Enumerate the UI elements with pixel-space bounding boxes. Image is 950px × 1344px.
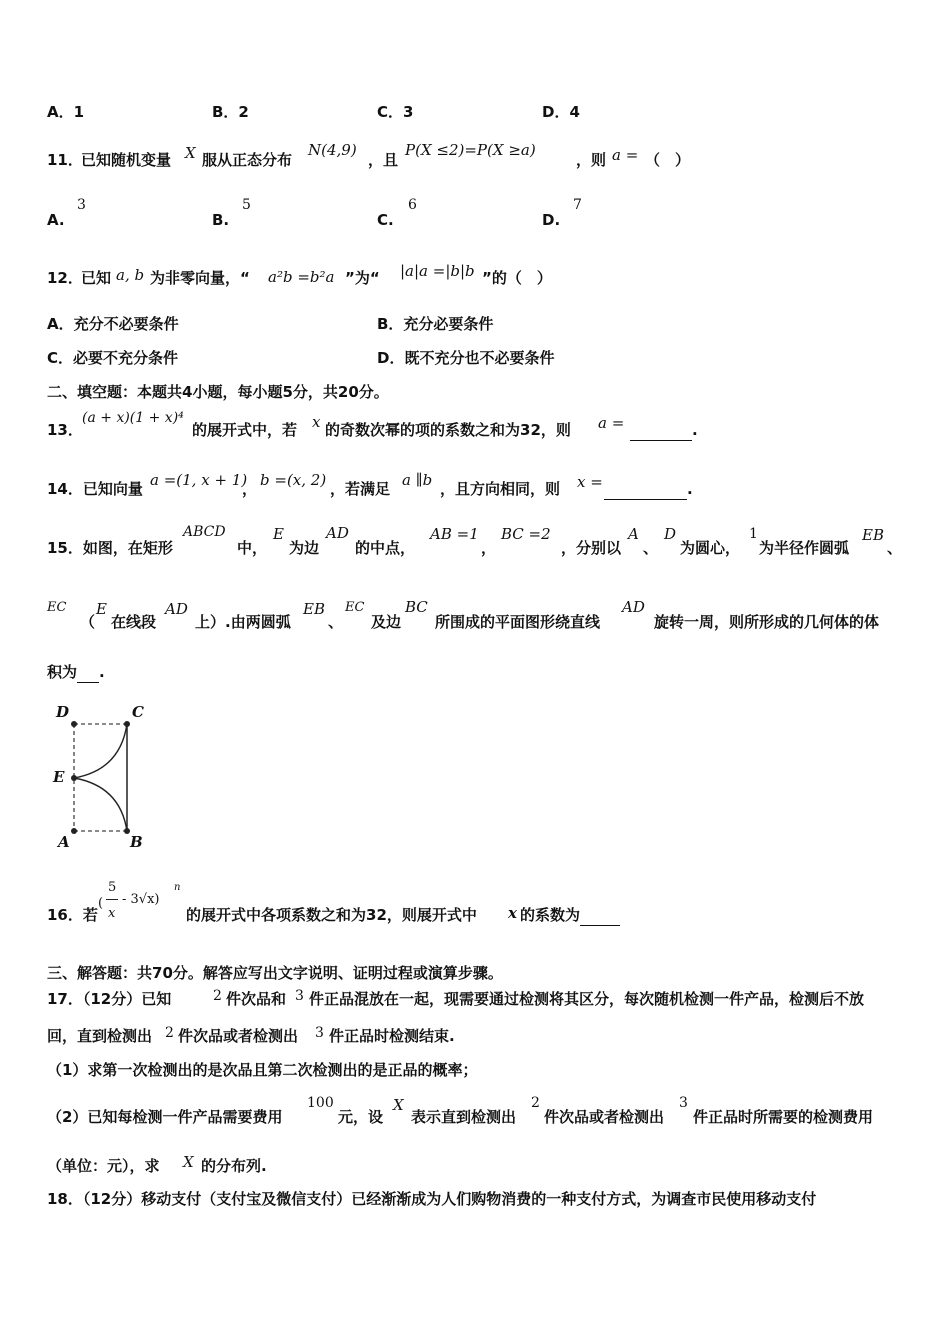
q12-text-1: 已知 bbox=[81, 269, 112, 287]
q12-option-c: C．必要不充分条件 bbox=[47, 349, 179, 367]
q12-option-a: A．充分不必要条件 bbox=[47, 315, 179, 333]
q17-p2-num-2: 2 bbox=[531, 1095, 540, 1111]
q16-lparen: ( bbox=[98, 896, 104, 911]
q12-number: 12． bbox=[47, 269, 83, 287]
q11-number: 11． bbox=[47, 151, 83, 169]
section-2-heading: 二、填空题：本题共4小题，每小题5分，共20分。 bbox=[47, 383, 389, 401]
q15-radius: 1 bbox=[749, 526, 758, 542]
point-c bbox=[124, 721, 130, 727]
q15-l3 bbox=[47, 662, 105, 683]
q18-line-1: 18．（12分）移动支付（支付宝及微信支付）已经渐渐成为人们购物消费的一种支付方式，为调查市民使用移动支付 bbox=[47, 1190, 817, 1208]
label-d: D bbox=[56, 703, 70, 721]
q11-var-x: X bbox=[185, 144, 196, 162]
q12-option-d: D．既不充分也不必要条件 bbox=[377, 349, 555, 367]
q15-l3-end: . bbox=[99, 663, 105, 681]
q17-l2-text-b: 件次品或者检测出 bbox=[178, 1027, 299, 1045]
q12-text-4: ”的（ ） bbox=[482, 269, 552, 287]
q15-l2-point-e: E bbox=[96, 600, 107, 618]
q14-text-start: 14．已知向量 bbox=[47, 480, 143, 498]
q15-ab-length: AB =1 bbox=[430, 525, 479, 543]
q11-text-4: ，则 bbox=[576, 151, 607, 169]
q11-option-a-label: A. bbox=[47, 211, 65, 229]
q13-text-2: 的奇数次幂的项的系数之和为32，则 bbox=[325, 421, 571, 439]
q15-text-3: 的中点， bbox=[355, 539, 416, 557]
q13-var-x: x bbox=[312, 413, 321, 431]
q15-text-4: ，分别以 bbox=[561, 539, 622, 557]
q15-l2-side-bc: BC bbox=[405, 598, 428, 616]
q15-side-ad: AD bbox=[326, 524, 349, 542]
q17-p2-cost: 100 bbox=[307, 1095, 334, 1111]
q17-l2-text-a: 回，直到检测出 bbox=[47, 1027, 153, 1045]
q15-arc-eb: EB bbox=[862, 526, 884, 544]
q10-option-a: A．1 bbox=[47, 103, 85, 121]
q15-text-6: 为半径作圆弧 bbox=[759, 539, 850, 557]
q12-text-3: ”为“ bbox=[345, 269, 380, 287]
q17-l2-num-2: 2 bbox=[165, 1025, 174, 1041]
point-a bbox=[71, 828, 77, 834]
q15-text-2: 为边 bbox=[289, 539, 320, 557]
q11-probability-eq: P(X ≤2)=P(X ≥a) bbox=[405, 141, 536, 159]
q11-option-c-value: 6 bbox=[408, 197, 417, 213]
arc-eb bbox=[74, 778, 127, 831]
q15-point-e: E bbox=[273, 525, 284, 543]
q12-vectors: a, b bbox=[116, 266, 145, 284]
q12-text-2: 为非零向量，“ bbox=[150, 269, 250, 287]
q10-option-d: D．4 bbox=[542, 103, 580, 121]
q17-l1-num-3: 3 bbox=[295, 988, 304, 1004]
q14-vector-b: b =(x, 2) bbox=[260, 471, 327, 489]
q17-p2-text-c: 表示直到检测出 bbox=[411, 1108, 517, 1126]
q17-p3-var-x: X bbox=[183, 1153, 194, 1171]
q17-l2-text-c: 件正品时检测结束. bbox=[329, 1027, 455, 1045]
q17-l2-num-3: 3 bbox=[315, 1025, 324, 1041]
q11-option-d-label: D. bbox=[542, 211, 561, 229]
point-e bbox=[71, 775, 77, 781]
label-e: E bbox=[53, 768, 65, 786]
q11-paren: （ ） bbox=[645, 151, 691, 169]
q16-text-1: 的展开式中各项系数之和为32，则展开式中 bbox=[186, 906, 477, 924]
q15-arc-ec: EC bbox=[47, 600, 67, 615]
q15-dun-2: 、 bbox=[887, 539, 903, 557]
q14-parallel: a ∥b bbox=[402, 471, 433, 489]
q13-text-1: 的展开式中，若 bbox=[192, 421, 298, 439]
q15-l2-text-2: 上）.由两圆弧 bbox=[195, 613, 291, 631]
q15-l2-arc-ec: EC bbox=[345, 600, 365, 615]
q15-text-start: 15．如图，在矩形 bbox=[47, 539, 173, 557]
q17-p2-text-b: 元，设 bbox=[338, 1108, 384, 1126]
q13-end: . bbox=[692, 421, 698, 439]
q16-text-2-label: 的系数为 bbox=[520, 906, 581, 924]
q15-l2-line-ad: AD bbox=[622, 598, 645, 616]
rectangle-figure bbox=[50, 700, 160, 860]
label-a: A bbox=[58, 833, 70, 851]
q15-l2-text-1: 在线段 bbox=[111, 613, 157, 631]
q10-option-c: C．3 bbox=[377, 103, 414, 121]
q15-l2-text-4: 所围成的平面图形绕直线 bbox=[435, 613, 601, 631]
q17-p2-text-a: （2）已知每检测一件产品需要费用 bbox=[47, 1108, 283, 1126]
q14-vector-a: a =(1, x + 1) bbox=[150, 471, 248, 489]
q11-option-b-value: 5 bbox=[242, 197, 251, 213]
q13-number: 13． bbox=[47, 421, 83, 439]
q17-p3-text-b: 的分布列. bbox=[201, 1157, 267, 1175]
q16-text-start: 16．若 bbox=[47, 906, 98, 924]
q15-l2-text-3: 及边 bbox=[371, 613, 402, 631]
q12-option-b: B．充分必要条件 bbox=[377, 315, 494, 333]
q11-text-2: 服从正态分布 bbox=[202, 151, 293, 169]
q17-p3-text-a: （单位：元），求 bbox=[47, 1157, 160, 1175]
point-d bbox=[71, 721, 77, 727]
q16-frac-denominator: x bbox=[108, 906, 116, 921]
q14-answer-blank bbox=[604, 479, 693, 500]
label-b: B bbox=[130, 833, 143, 851]
q16-text-2 bbox=[520, 905, 620, 926]
q11-text-1: 已知随机变量 bbox=[81, 151, 172, 169]
q11-normal-dist: N(4,9) bbox=[308, 141, 357, 159]
q16-exponent: n bbox=[174, 882, 181, 893]
q14-text-1: ，若满足 bbox=[330, 480, 391, 498]
label-c: C bbox=[132, 703, 144, 721]
q17-p2-var-x: X bbox=[393, 1096, 404, 1114]
q15-l2-side-ad: AD bbox=[165, 600, 188, 618]
q17-p2-text-d: 件次品或者检测出 bbox=[544, 1108, 665, 1126]
q13-a-eq: a = bbox=[598, 414, 625, 432]
q15-center-a: A bbox=[628, 525, 639, 543]
q15-l2-dun: 、 bbox=[328, 613, 344, 631]
q15-rect-abcd: ABCD bbox=[183, 524, 226, 540]
q17-part-1: （1）求第一次检测出的是次品且第二次检测出的是正品的概率； bbox=[47, 1061, 478, 1079]
q10-option-b: B．2 bbox=[212, 103, 249, 121]
q15-comma: ， bbox=[481, 539, 497, 557]
q11-option-b-label: B. bbox=[212, 211, 230, 229]
q14-text-2: ，且方向相同，则 bbox=[440, 480, 561, 498]
q11-option-c-label: C. bbox=[377, 211, 394, 229]
q17-l1-text-c: 件正品混放在一起，现需要通过检测将其区分，每次随机检测一件产品，检测后不放 bbox=[309, 990, 865, 1008]
q16-frac-numerator: 5 bbox=[108, 880, 117, 895]
q17-p2-num-3: 3 bbox=[679, 1095, 688, 1111]
q17-p2-text-e: 件正品时所需要的检测费用 bbox=[693, 1108, 874, 1126]
q15-l2-paren: （ bbox=[80, 613, 96, 631]
arc-ec bbox=[74, 724, 127, 778]
q15-bc-length: BC =2 bbox=[501, 525, 551, 543]
q14-end: . bbox=[687, 480, 693, 498]
q11-text-3: ，且 bbox=[368, 151, 399, 169]
q17-l1-text-b: 件次品和 bbox=[226, 990, 287, 1008]
q15-l2-arc-eb: EB bbox=[303, 600, 325, 618]
q13-expression: (a + x)(1 + x)⁴ bbox=[82, 410, 184, 426]
q16-var-x: x bbox=[508, 904, 517, 922]
q15-text-1: 中， bbox=[237, 539, 268, 557]
q15-dun-1: 、 bbox=[643, 539, 659, 557]
q14-x-eq: x = bbox=[577, 473, 603, 491]
q15-l3-text: 积为 bbox=[47, 663, 78, 681]
q16-expression-rest: - 3√x) bbox=[122, 892, 160, 907]
q17-l1-num-2: 2 bbox=[213, 988, 222, 1004]
q14-comma: ， bbox=[242, 480, 258, 498]
q11-a-eq: a = bbox=[612, 146, 639, 164]
q15-l2-text-5: 旋转一周，则所形成的几何体的体 bbox=[654, 613, 880, 631]
section-3-heading: 三、解答题：共70分。解答应写出文字说明、证明过程或演算步骤。 bbox=[47, 964, 503, 982]
q11-option-d-value: 7 bbox=[573, 197, 582, 213]
q12-condition-1: a²b =b²a bbox=[268, 268, 335, 286]
q17-l1-text-a: 17．（12分）已知 bbox=[47, 990, 172, 1008]
q16-frac-bar bbox=[106, 899, 118, 900]
q15-text-5: 为圆心， bbox=[680, 539, 741, 557]
q11-option-a-value: 3 bbox=[77, 197, 86, 213]
q15-center-d: D bbox=[664, 525, 677, 543]
q13-answer-blank bbox=[630, 420, 698, 441]
q12-condition-2: |a|a =|b|b bbox=[400, 262, 475, 280]
